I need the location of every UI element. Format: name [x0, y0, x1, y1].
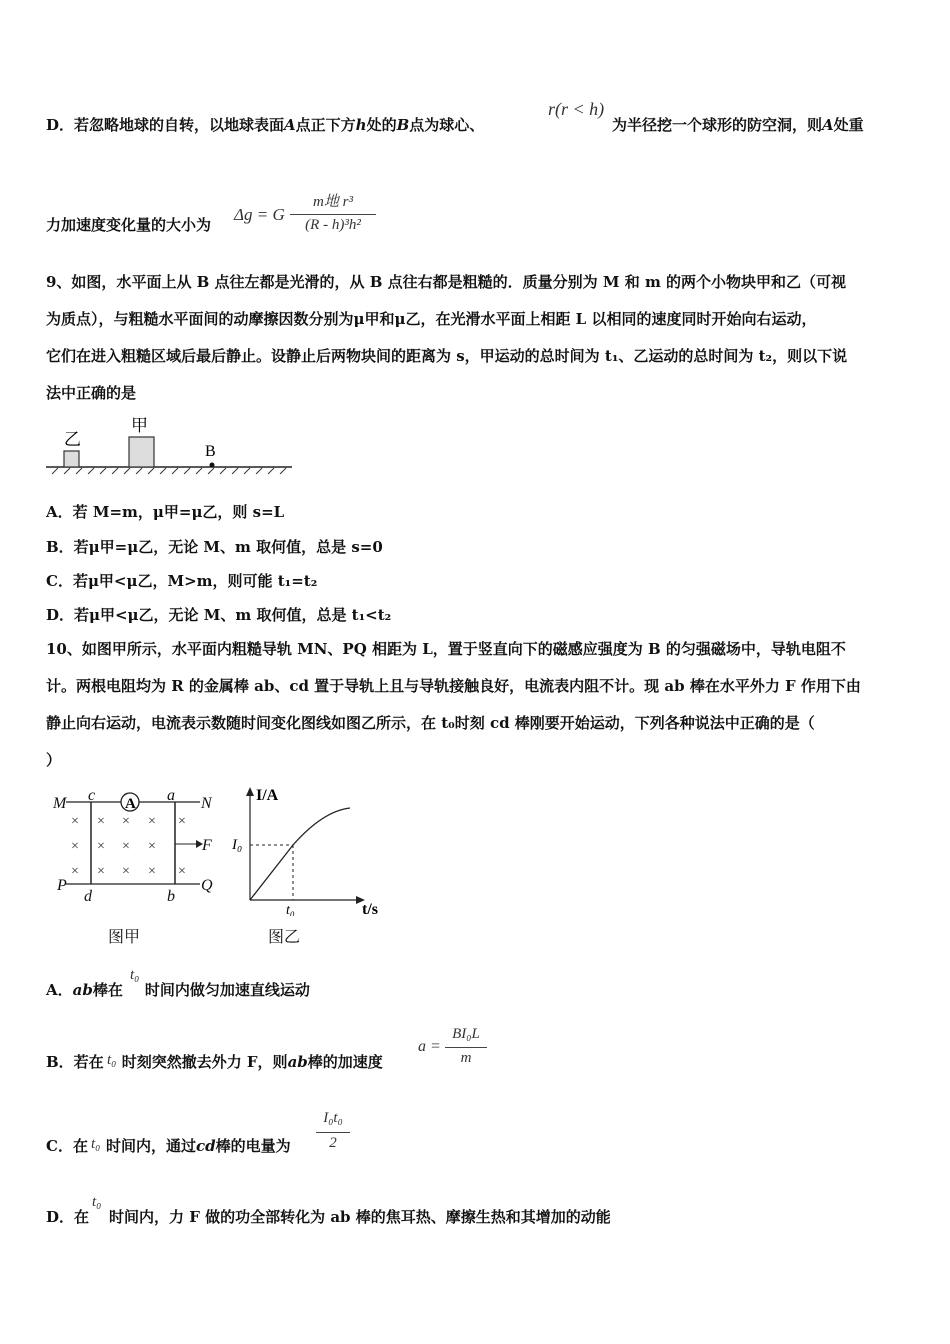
- label-c: c: [88, 787, 96, 804]
- ammeter-label: A: [125, 796, 136, 812]
- caption-yi: 图乙: [268, 927, 301, 946]
- q9-option-a[interactable]: A．若 M=m，μ甲=μ乙，则 s=L: [46, 503, 285, 521]
- q10-figure-yi: [228, 784, 388, 916]
- q9-stem-line3: 它们在进入粗糙区域后最后静止。设静止后两物块间的距离为 s，甲运动的总时间为 t₁、乙运动的总时间为 t₂，则以下说: [46, 347, 848, 365]
- q9-option-c[interactable]: C．若μ甲<μ乙，M>m，则可能 t₁=t₂: [46, 572, 318, 590]
- q8-option-d-line2: 力加速度变化量的大小为: [46, 216, 212, 234]
- q10-stem-line3: 静止向右运动，电流表示数随时间变化图线如图乙所示，在 t₀时刻 cd 棒刚要开始运动，下列各种说法中正确的是（: [46, 714, 815, 732]
- q9-option-b[interactable]: B．若μ甲=μ乙，无论 M、m 取何值，总是 s=0: [46, 538, 383, 556]
- field-cross: ×: [97, 839, 105, 854]
- label-f: F: [202, 837, 212, 854]
- q10-option-b-denominator: m: [460, 1050, 472, 1066]
- current-curve: [250, 808, 350, 900]
- q8-formula-denominator: (R - h)³h²: [305, 217, 361, 233]
- field-cross: ×: [97, 814, 105, 829]
- q8-option-d-line1: D．若忽略地球的自转，以地球表面A点正下方h处的B点为球心、: [46, 116, 485, 134]
- q10-stem-line1: 10、如图甲所示，水平面内粗糙导轨 MN、PQ 相距为 L，置于竖直向下的磁感应强度为 B 的匀强磁场中，导轨电阻不: [46, 640, 846, 658]
- q10-option-a-t0: t₀: [130, 967, 140, 983]
- field-cross: ×: [148, 839, 156, 854]
- x-axis-label: t/s: [362, 901, 378, 916]
- field-cross: ×: [148, 814, 156, 829]
- label-a: a: [167, 787, 175, 804]
- caption-jia: 图甲: [108, 927, 141, 946]
- label-b: b: [167, 888, 175, 905]
- q10-option-c-denominator: 2: [329, 1135, 337, 1151]
- field-cross: ×: [178, 814, 186, 829]
- i0-label: I₀: [232, 837, 243, 853]
- ground-hatching: [52, 468, 286, 474]
- q10-option-d[interactable]: D．在 时间内，力 F 做的功全部转化为 ab 棒的焦耳热、摩擦生热和其增加的动能: [46, 1208, 611, 1226]
- q10-option-c[interactable]: C．在 时间内，通过cd棒的电量为: [46, 1137, 291, 1155]
- q9-option-d[interactable]: D．若μ甲<μ乙，无论 M、m 取何值，总是 t₁<t₂: [46, 606, 392, 624]
- y-axis-arrow: [246, 787, 254, 796]
- point-b-dot: [210, 463, 215, 468]
- q8-formula-numerator: m地 r³: [313, 194, 353, 210]
- y-axis-label: I/A: [256, 787, 279, 804]
- q9-figure: [44, 412, 296, 478]
- q10-option-d-t0: t₀: [92, 1194, 102, 1210]
- label-d: d: [84, 888, 92, 905]
- label-q: Q: [201, 877, 213, 894]
- field-cross: ×: [71, 864, 79, 879]
- q10-option-c-fraction: [316, 1110, 350, 1156]
- q10-option-b-numerator: BI₀L: [452, 1026, 480, 1042]
- q10-option-a[interactable]: A．ab棒在 时间内做匀加速直线运动: [46, 981, 310, 999]
- q10-stem-line4: ）: [46, 751, 62, 769]
- block-jia: [129, 437, 154, 467]
- q10-option-b-t0: t₀: [107, 1052, 117, 1068]
- q8-r-expression: r(r < h): [548, 99, 605, 119]
- label-b: B: [205, 443, 216, 460]
- label-n: N: [201, 795, 212, 812]
- label-jia: 甲: [131, 416, 148, 435]
- field-cross: ×: [71, 814, 79, 829]
- q10-option-b-fraction: [445, 1026, 487, 1070]
- q8-formula-lhs: Δg = G: [234, 205, 285, 224]
- q9-stem-line1: 9、如图，水平面上从 B 点往左都是光滑的，从 B 点往右都是粗糙的．质量分别为 M 和 m 的两个小物块甲和乙（可视: [46, 273, 847, 291]
- q10-figure-jia: [50, 784, 222, 908]
- q10-option-b[interactable]: B．若在 时刻突然撤去外力 F，则ab棒的加速度: [46, 1053, 383, 1071]
- q9-stem-line4: 法中正确的是: [46, 384, 137, 402]
- field-cross: ×: [148, 864, 156, 879]
- t0-label: t₀: [286, 903, 295, 916]
- q10-option-c-t0: t₀: [91, 1136, 101, 1152]
- q10-stem-line2: 计。两根电阻均为 R 的金属棒 ab、cd 置于导轨上且与导轨接触良好，电流表内阻不计。现 ab 棒在水平外力 F 作用下由: [46, 677, 861, 695]
- field-cross: ×: [71, 839, 79, 854]
- q8-option-d-line1-tail: 为半径挖一个球形的防空洞，则A处重: [612, 116, 864, 134]
- field-cross: ×: [122, 864, 130, 879]
- label-yi: 乙: [64, 430, 81, 449]
- q9-stem-line2: 为质点），与粗糙水平面间的动摩擦因数分别为μ甲和μ乙，在光滑水平面上相距 L 以相同的速度同时开始向右运动，: [46, 310, 817, 328]
- q10-option-c-numerator: I₀t₀: [323, 1110, 343, 1126]
- block-yi: [64, 451, 79, 467]
- label-p: P: [57, 877, 67, 894]
- q10-option-b-lhs: a =: [418, 1038, 441, 1055]
- field-cross: ×: [122, 839, 130, 854]
- label-m: M: [53, 795, 67, 812]
- field-cross: ×: [178, 864, 186, 879]
- field-cross: ×: [122, 814, 130, 829]
- q8-formula-fraction: [290, 190, 376, 242]
- field-cross: ×: [97, 864, 105, 879]
